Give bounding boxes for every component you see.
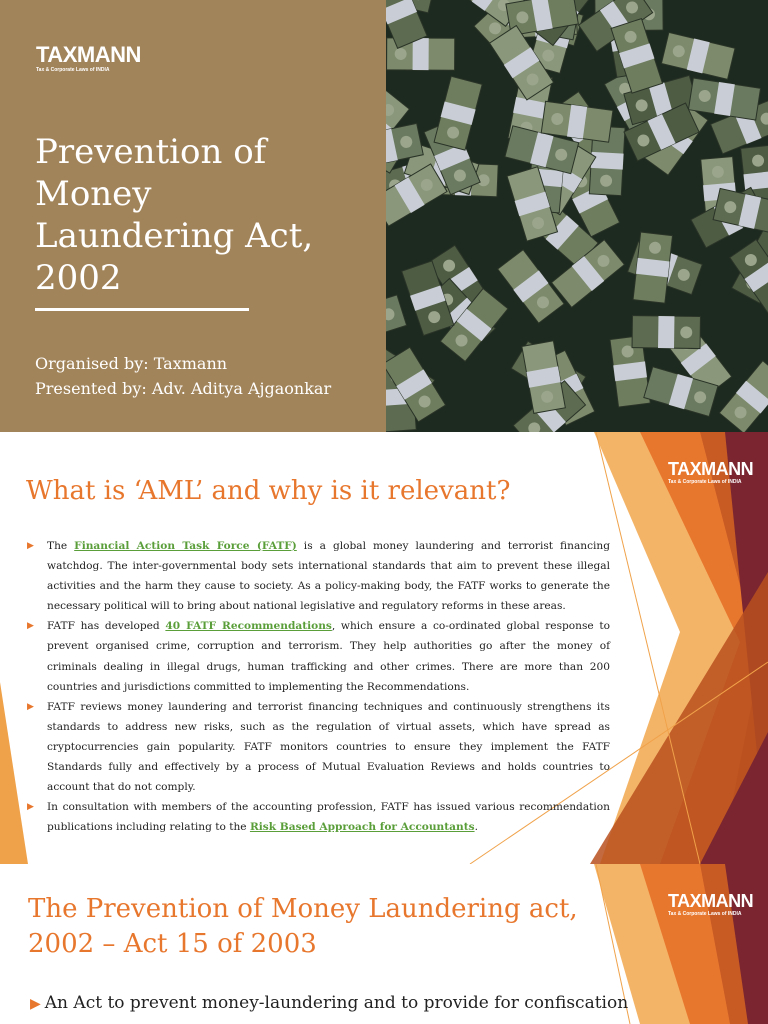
- bullet-text: is a global money laundering and terrorist financing watchdog. The inter-governmental body sets international standards that aim to prevent these illegal activities and the harm they cause to society. As a policy-making body, the FATF works to generate the necessary political will to bring about national legislative and regulatory reforms in these areas.: [47, 540, 611, 613]
- money-stacks-photo: [386, 0, 768, 432]
- logo-name: TAXMANN: [36, 42, 141, 67]
- organised-by: Organised by: Taxmann: [35, 354, 228, 373]
- slide-heading: What is ‘AML’ and why is it relevant?: [26, 476, 511, 506]
- logo-tagline: Tax & Corporate Laws of INDIA: [668, 911, 742, 917]
- bullet-item: [27, 697, 610, 797]
- fatf-recommendations-link[interactable]: 40 FATF Recommendations: [165, 620, 332, 633]
- bullet-text: , which ensure a co-ordinated global response to prevent organised crime, corruption and terrorism. They help authorities go after the money of criminals dealing in illegal drugs, human trafficking and other crimes. There are more than 200 countries and jurisdictions committed to implementing the Recommendations.: [47, 620, 611, 693]
- money-photo-graphic: [386, 0, 768, 432]
- bullet-text: In consultation with members of the accounting profession, FATF has issued various recommendation publications including relating to the: [47, 801, 610, 834]
- logo-tagline: Tax & Corporate Laws of INDIA: [36, 67, 110, 73]
- bullet-text: .: [474, 821, 478, 834]
- risk-based-approach-link[interactable]: Risk Based Approach for Accountants: [249, 821, 475, 834]
- slide-heading: The Prevention of Money Laundering act, 2002 – Act 15 of 2003: [28, 894, 578, 959]
- bullet-item: [30, 993, 628, 1013]
- title-slide: [0, 0, 768, 432]
- pmla-slide: [0, 864, 768, 1024]
- logo-name: TAXMANN: [668, 459, 754, 479]
- triangle-right-icon: ▶: [30, 996, 41, 1012]
- taxmann-logo: [668, 892, 753, 917]
- bullet-text: FATF has developed: [47, 620, 166, 633]
- bullet-list: [27, 536, 610, 837]
- bullet-text: The: [47, 540, 75, 552]
- presentation-title: Prevention of Money Laundering Act, 2002: [35, 132, 314, 298]
- bullet-text: FATF reviews money laundering and terrorist financing techniques and continuously strengthens its standards to address new risks, such as the regulation of virtual assets, which have spread as cryptocurrencies gain popularity. FATF monitors countries to ensure they implement the FATF Standards fully and effectively by a process of Mutual Evaluation Reviews and holds countries to account that do not comply.: [47, 700, 610, 794]
- title-underline: [35, 308, 249, 311]
- taxmann-logo: [36, 44, 141, 73]
- taxmann-logo: [668, 460, 753, 485]
- aml-slide: [0, 432, 768, 864]
- bullet-text: An Act to prevent money-laundering and to provide for confiscation: [44, 993, 629, 1013]
- bullet-item: [27, 797, 610, 837]
- bullet-item: [27, 616, 610, 696]
- title-panel: [0, 0, 386, 432]
- presented-by: Presented by: Adv. Aditya Ajgaonkar: [35, 379, 332, 398]
- logo-tagline: Tax & Corporate Laws of INDIA: [668, 479, 742, 485]
- fatf-link[interactable]: Financial Action Task Force (FATF): [74, 540, 297, 552]
- logo-name: TAXMANN: [668, 891, 754, 911]
- bullet-item: [27, 536, 610, 616]
